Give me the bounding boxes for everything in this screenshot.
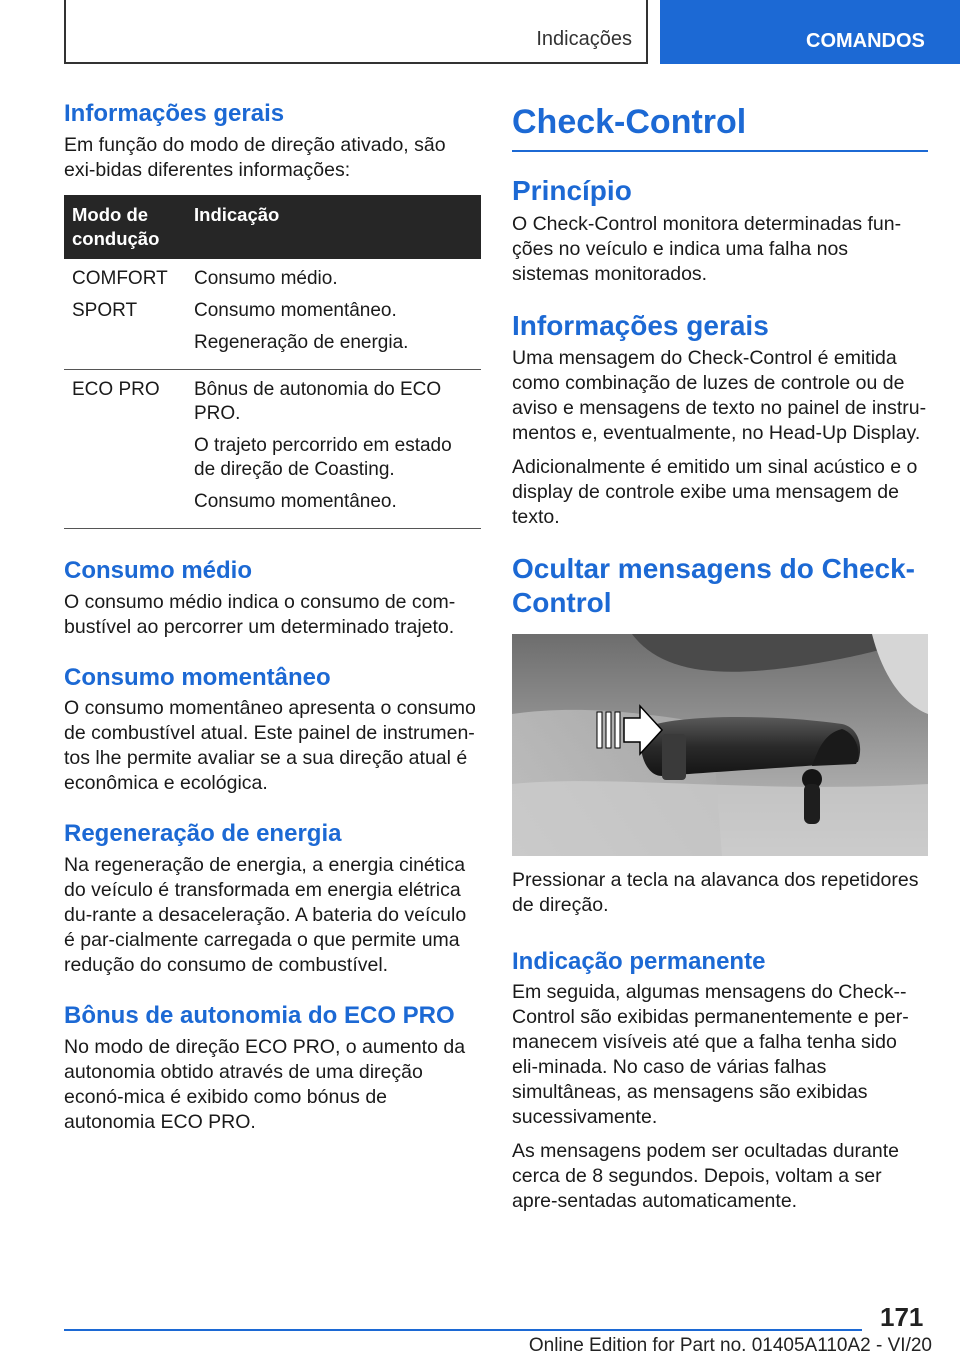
display-cell: Regeneração de energia. <box>194 331 409 353</box>
mode-cell: ECO PRO <box>72 378 160 400</box>
cc-general-info-text: Adicionalmente é emitido um sinal acústico e o display de controle exibe uma mensagem de texto. <box>512 456 918 529</box>
hide-messages-heading: Ocultar mensagens do Check-Control <box>512 553 916 618</box>
section-title: Indicações <box>536 28 632 50</box>
display-cell: Consumo médio. <box>194 267 338 289</box>
eco-pro-bonus-text: No modo de direção ECO PRO, o aumento da autonomia obtido através de uma direção econó-mica é exibido como bónus de autonomia ECO PRO. <box>64 1035 466 1133</box>
principle-text: O Check-Control monitora determinadas fun-ções no veículo e indica uma falha nos sistemas monitorados. <box>512 212 902 285</box>
table-row <box>64 259 481 370</box>
cc-general-info-heading: Informações gerais <box>512 309 769 341</box>
regeneration-heading: Regeneração de energia <box>64 820 342 848</box>
edition-note: Online Edition for Part no. 01405A110A2 - VI/20 <box>528 1335 932 1356</box>
permanent-display-heading: Indicação permanente <box>512 947 766 975</box>
table-header-mode: Modo de condução <box>64 195 186 259</box>
eco-pro-bonus-heading: Bônus de autonomia do ECO PRO <box>64 1002 455 1030</box>
principle-heading: Princípio <box>512 175 632 207</box>
mode-cell: COMFORT <box>72 267 168 289</box>
drive-mode-table <box>64 195 481 529</box>
display-cell: Consumo momentâneo. <box>194 299 397 321</box>
current-consumption-heading: Consumo momentâneo <box>64 663 331 691</box>
avg-consumption-heading: Consumo médio <box>64 556 253 584</box>
mode-cell: SPORT <box>72 299 138 321</box>
permanent-display-text: As mensagens podem ser ocultadas durante cerca de 8 segundos. Depois, voltam a ser apre-sentadas automaticamente. <box>512 1140 899 1213</box>
display-cell: Consumo momentâneo. <box>194 490 397 512</box>
general-info-text: Em função do modo de direção ativado, são exi-bidas diferentes informações: <box>64 133 446 181</box>
page-number: 171 <box>880 1302 924 1332</box>
current-consumption-text: O consumo momentâneo apresenta o consumo de combustível atual. Este painel de instrumen-tos lhe permite avaliar se a sua direção atual é econômica e ecológica. <box>64 697 476 795</box>
general-info-heading: Informações gerais <box>64 100 285 127</box>
left-column <box>64 100 481 1144</box>
display-cell: Bônus de autonomia do ECO PRO. <box>194 378 442 424</box>
hide-messages-text: Pressionar a tecla na alavanca dos repetidores de direção. <box>512 868 919 916</box>
footer-divider <box>64 1329 862 1331</box>
avg-consumption-text: O consumo médio indica o consumo de com-bustível ao percorrer um determinado trajeto. <box>64 590 456 638</box>
header-bar <box>64 0 648 64</box>
display-cell: O trajeto percorrido em estado de direção de Coasting. <box>194 434 452 480</box>
check-control-title: Check-Control <box>512 100 928 152</box>
permanent-display-text: Em seguida, algumas mensagens do Check--Control são exibidas permanentemente e per-manecem visíveis até que a falha tenha sido eli-minada. No caso de várias falhas simultâneas, as mensagens são exibidas sucessivamente. <box>512 981 909 1129</box>
cc-general-info-text: Uma mensagem do Check-Control é emitida como combinação de luzes de controle ou de aviso e mensagens de texto no painel de instru-mentos e, eventualmente, no Head-Up Display. <box>512 347 927 445</box>
chapter-tab[interactable]: COMANDOS <box>660 0 960 64</box>
right-column <box>512 100 928 1223</box>
table-header-display: Indicação <box>186 195 481 259</box>
turn-signal-lever-photo <box>512 634 928 856</box>
regeneration-text: Na regeneração de energia, a energia cinética do veículo é transformada em energia elétrica du-rante a desaceleração. A bateria do veículo é par-cialmente carregada o que permite uma redução do consumo de combustível. <box>64 854 467 977</box>
table-row <box>64 369 481 528</box>
